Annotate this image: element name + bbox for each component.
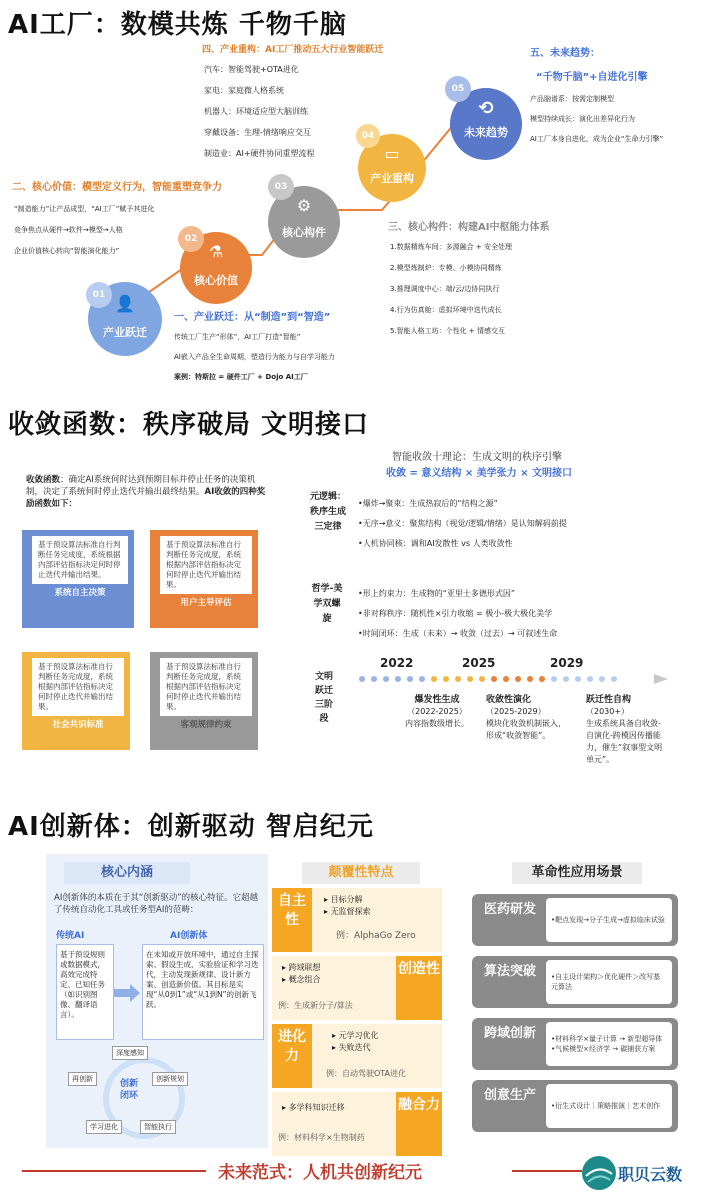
reward-box-label: 用户主导评估 [180, 598, 232, 608]
feature-bullet-text: 概念组合 [288, 975, 321, 984]
part3-item: 4.行为仿真舱：虚拟环境中迭代成长 [390, 306, 502, 314]
definition-body: ：确定AI系统何时达到预期目标并停止任务的决策机制，决定了系统何时停止迭代并输出最终结果。 [26, 475, 256, 497]
feature-tag: 进化力 [272, 1024, 312, 1088]
reward-box-text: 基于预设算法标准自行判断任务完成度，系统根据内部评估指标决定何时停止迭代并输出结果。 [160, 536, 252, 594]
reward-box-3 [22, 652, 130, 750]
step-04-num: 04 [356, 124, 380, 148]
part5-item: AI工厂本身自进化，成为企业“生命力引擎” [530, 135, 664, 143]
part2-title: 二、核心价值：模型定义行为，智能重塑竞争力 [12, 182, 222, 193]
definition-text [26, 474, 266, 510]
reward-box-label: 客观规律约束 [180, 720, 232, 730]
part4-item: 穿戴设备：生理-情绪响应交互 [204, 128, 311, 137]
logo-text: 职贝云数 [618, 1165, 683, 1184]
feature-3 [272, 1024, 442, 1088]
meta-logic-list [358, 498, 698, 550]
reward-box-1 [22, 530, 134, 628]
feature-bullet-text: 无监督探索 [330, 907, 371, 916]
loop-item: 再创新 [68, 1072, 97, 1086]
meta-logic-item: •无序→意义：聚焦结构（视觉/逻辑/情绪）是认知解码前提 [358, 519, 567, 528]
feature-2 [272, 956, 442, 1020]
philosophy-label: 哲学-美学双螺旋 [311, 584, 343, 624]
part5-list [530, 94, 706, 144]
meta-logic-panel [304, 486, 704, 572]
reward-box-label: 社会共识标准 [52, 720, 104, 730]
scene-text: •衍生式设计｜策略推演｜艺术创作 [546, 1084, 672, 1128]
definition-lead: 收敛函数 [26, 475, 61, 485]
section1-title: AI工厂：数模共炼 千物千脑 [8, 10, 347, 40]
logo-icon [582, 1156, 616, 1190]
part4-item: 汽车：智能驾驶+OTA进化 [204, 65, 299, 74]
scene-4 [472, 1080, 678, 1132]
reward-box-4 [150, 652, 258, 750]
step-05-label: 未来趋势 [464, 126, 508, 139]
feature-bullet: ▸ 元学习优化 [332, 1031, 379, 1040]
part3-list [390, 242, 590, 336]
trad-ai-text: 基于预设规则或数据模式，高效完成特定、已知任务（如识别图像、翻译语言）。 [60, 950, 105, 1019]
stage-3 [586, 694, 666, 766]
scene-3 [472, 1018, 678, 1070]
civilization-label: 文明跃迁三阶段 [314, 672, 333, 724]
stage-1 [394, 694, 480, 730]
part1-item: AI嵌入产品全生命周期，塑造行为能力与自学习能力 [174, 353, 335, 361]
part4-item: 家电：家庭微人格系统 [204, 86, 284, 95]
scene-header: 革命性应用场景 [512, 862, 642, 884]
stage-desc: 生成系统具备自收敛-自演化-跨模因传播能力，催生“叙事型文明单元”。 [586, 719, 663, 764]
gears-icon: ⚙ [296, 196, 312, 215]
part3-title: 三、核心构件：构建AI中枢能力体系 [388, 222, 550, 233]
arrow-right-icon [114, 984, 140, 1002]
scene-label: 创意生产 [483, 1088, 536, 1103]
feature-bullet: ▸ 目标分解 [324, 895, 363, 904]
part5-subtitle: “千物千脑”+自进化引擎 [536, 72, 648, 83]
feature-4 [272, 1092, 442, 1156]
feature-bullet-text: 元学习优化 [338, 1031, 379, 1040]
loop-item: 创新规划 [152, 1072, 188, 1086]
scene-1 [472, 894, 678, 946]
meta-logic-item: •人机协同核：调和AI发散性 vs 人类收敛性 [358, 539, 513, 548]
feature-bullet: ▸ 跨域联想 [282, 963, 321, 972]
part2-list [14, 204, 184, 256]
scene-text: •自主设计架构＞优化硬件＞改写基元算法 [546, 960, 672, 1004]
step-04-label: 产业重构 [370, 172, 414, 185]
part1-item: 传统工厂生产“形体”，AI工厂打造“智能” [174, 333, 301, 341]
part4-item: 机器人：环境适应型大脑训练 [204, 107, 308, 116]
step-02-num: 02 [178, 226, 204, 252]
part1-list [174, 332, 404, 382]
part3-item: 2.模型炼制炉：专模、小模协同精炼 [390, 264, 502, 272]
feature-tag: 融合力 [396, 1092, 442, 1156]
philosophy-item: •时间闭环：生成（未来）→ 收敛（过去）→ 可叙述生命 [358, 629, 558, 638]
step-01-label: 产业跃迁 [103, 326, 147, 339]
feature-tag: 自主性 [272, 888, 312, 952]
definition-bold: AI收敛的四种奖励函数如下： [26, 487, 266, 509]
feature-bullet: ▸ 多学科知识迁移 [282, 1103, 345, 1112]
stage-desc: 内容指数级增长。 [405, 719, 469, 728]
part3-item: 1.数据精炼车间：多源融合 + 安全处理 [390, 243, 512, 251]
step-05-num: 05 [445, 76, 471, 102]
part1-item: 案例：特斯拉 = 硬件工厂 + Dojo AI工厂 [174, 373, 308, 381]
section2-title: 收敛函数：秩序破局 文明接口 [8, 410, 370, 440]
reward-box-label: 系统自主决策 [54, 588, 106, 598]
feature-1 [272, 888, 442, 952]
scene-2 [472, 956, 678, 1008]
feature-bullet: ▸ 失败迭代 [332, 1043, 371, 1052]
stage-period: （2025-2029） [486, 707, 546, 716]
reward-box-text: 基于预设算法标准自行判断任务完成度，系统根据内部评估指标决定何时停止迭代并输出结果。 [32, 658, 124, 716]
part3-item: 3.推理调度中心：端/云/边协同执行 [390, 285, 500, 293]
stage-title: 跃迁性自构 [586, 695, 632, 705]
new-ai-text: 在未知或开放环境中，通过自主探索、假设生成、实验验证和学习迭代，主动发现新规律、设计新方案、创造新价值。其目标是实现“从0到1”或“从1到N”的创新飞跃。 [146, 950, 259, 1009]
user-icon: 👤 [115, 294, 135, 313]
footer-line-right [512, 1170, 582, 1172]
stage-title: 收敛性演化 [486, 695, 532, 705]
stage-period: （2030+） [586, 707, 630, 716]
year-2022: 2022 [380, 656, 414, 670]
loop-item: 学习进化 [86, 1120, 122, 1134]
feature-bullet-text: 多学科知识迁移 [288, 1103, 345, 1112]
feature-example: 例：AlphaGo Zero [336, 931, 416, 941]
year-2029: 2029 [550, 656, 584, 670]
feature-bullet-text: 跨域联想 [288, 963, 321, 972]
feature-bullet-text: 目标分解 [330, 895, 363, 904]
reward-box-2 [150, 530, 258, 628]
step-03-label: 核心构件 [282, 226, 326, 239]
flask-icon: ⚗ [208, 242, 224, 261]
part4-item: 制造业：AI+硬件协同重塑流程 [204, 149, 315, 158]
part3-item: 5.智能人格工坊：个性化 + 情感交互 [390, 327, 505, 335]
feature-example: 例：材料科学×生物制药 [278, 1133, 365, 1142]
part5-item: 模型持续成长：演化出差异化行为 [530, 115, 635, 123]
philosophy-panel [304, 576, 704, 656]
part5-item: 产品脑谱系：按需定制模型 [530, 95, 614, 103]
footer-line-left [22, 1170, 206, 1172]
step-02-label: 核心价值 [194, 274, 238, 287]
stage-desc: 模块化收敛机制嵌入，形成“收敛智能”。 [486, 719, 566, 740]
timeline-dots [354, 672, 684, 686]
meta-logic-item: •爆炸→聚束：生成热寂后的“结构之源” [358, 499, 498, 508]
philosophy-item: •非对称秩序：随机性×引力收缩 = 极小-极大极化美学 [358, 609, 553, 618]
core-header: 核心内涵 [64, 862, 190, 884]
scene-text: •靶点发现→分子生成→虚拟临床试验 [546, 898, 672, 942]
step-03-num: 03 [268, 174, 294, 200]
philosophy-item: •形上约束力：生成物的“亚里士多德形式因” [358, 589, 516, 598]
feature-bullet: ▸ 概念组合 [282, 975, 321, 984]
section-convergence [2, 402, 706, 794]
scene-label: 跨域创新 [483, 1026, 536, 1041]
part5-title: 五、未来趋势： [530, 48, 600, 59]
feature-example: 例：自动驾驶OTA进化 [326, 1069, 407, 1078]
future-paradigm: 未来范式：人机共创新纪元 [218, 1163, 422, 1183]
section-ai-factory [2, 0, 706, 396]
stage-title: 爆发性生成 [414, 695, 460, 705]
philosophy-list [358, 588, 698, 640]
feature-bullet-text: 失败迭代 [338, 1043, 371, 1052]
new-ai-label: AI创新体 [170, 931, 208, 941]
part2-item: 竞争焦点从硬件→软件→模型→人格 [14, 226, 123, 234]
part4-title: 四、产业重构：AI工厂推动五大行业智能跃迁 [202, 45, 384, 55]
part2-item: “制造能力”让产品成型，“AI工厂”赋予其进化 [14, 205, 155, 213]
scene-label: 医药研发 [483, 902, 536, 917]
scene-label: 算法突破 [483, 964, 536, 979]
part4-list [204, 64, 404, 160]
reward-box-text: 基于预设算法标准自行判断任务完成度，系统根据内部评估指标决定何时停止迭代并输出结果。 [32, 536, 128, 584]
feature-bullet: ▸ 无监督探索 [324, 907, 371, 916]
screen-icon: ▭ [384, 144, 400, 163]
stage-period: （2022-2025） [407, 707, 467, 716]
feature-header: 颠覆性特点 [302, 862, 420, 884]
core-text: AI创新体的本质在于其“创新驱动”的核心特征。它超越了传统自动化工具或任务型AI的范畴： [54, 893, 259, 915]
stage-2 [486, 694, 570, 742]
feature-example: 例：生成新分子/算法 [278, 1001, 353, 1010]
ten-theory-formula: 收敛 = 意义结构 × 美学张力 × 文明接口 [386, 468, 573, 479]
step-01-num: 01 [86, 282, 112, 308]
feature-tag: 创造性 [396, 956, 442, 1020]
loop-item: 智能执行 [140, 1120, 176, 1134]
trad-ai-label: 传统AI [56, 931, 85, 941]
meta-logic-label: 元逻辑：秩序生成三定律 [309, 492, 346, 532]
reward-box-text: 基于预设算法标准自行判断任务完成度，系统根据内部评估指标决定何时停止迭代并输出结果。 [160, 658, 252, 716]
ten-theory-title: 智能收敛十理论：生成文明的秩序引擎 [392, 452, 562, 463]
part2-item: 企业价值核心转向“智能演化能力” [14, 247, 120, 255]
part1-title: 一、产业跃迁：从“制造”到“智造” [174, 312, 331, 323]
loop-item: 深度感知 [112, 1046, 148, 1060]
scene-text: •材料科学×量子计算 → 新型超导体 •气候模型×经济学 → 碳捕获方案 [546, 1022, 672, 1066]
section-innovation [2, 800, 706, 1200]
section3-title: AI创新体：创新驱动 智启纪元 [8, 812, 374, 842]
loop-center: 创新闭环 [120, 1079, 139, 1101]
refresh-icon: ⟲ [478, 98, 494, 119]
year-2025: 2025 [462, 656, 496, 670]
